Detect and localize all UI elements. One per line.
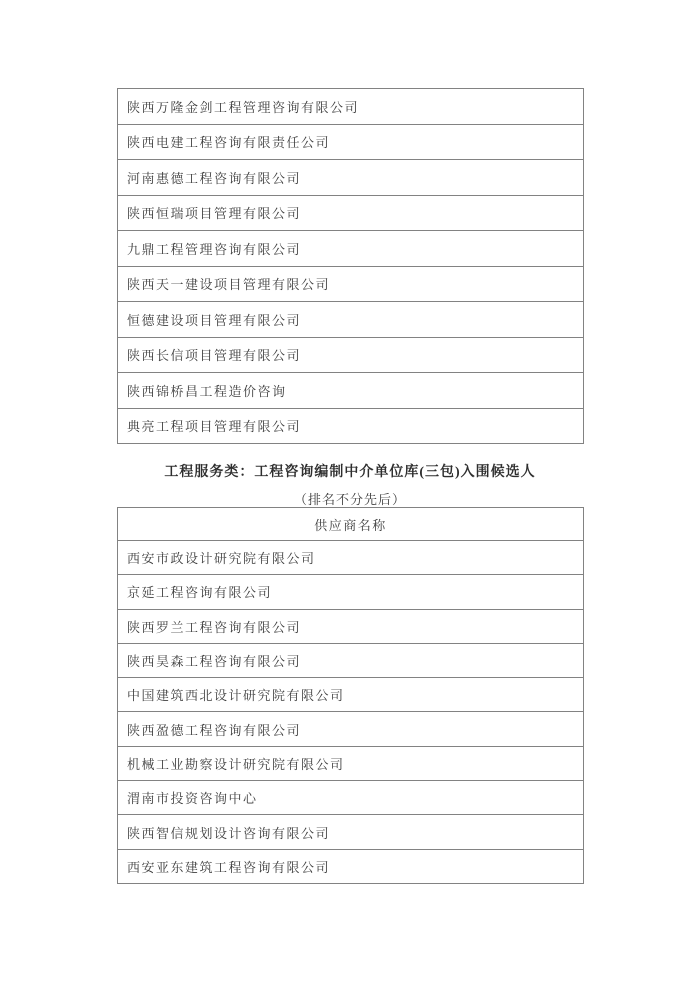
table-row bbox=[118, 302, 584, 338]
candidates-table-bottom bbox=[117, 507, 584, 884]
supplier-name-header: 供应商名称 bbox=[118, 508, 584, 541]
candidates-table-bottom-head bbox=[118, 508, 584, 541]
table-row bbox=[118, 643, 584, 677]
supplier-name-cell: 陕西长信项目管理有限公司 bbox=[118, 337, 584, 373]
supplier-name-cell: 陕西昊森工程咨询有限公司 bbox=[118, 643, 584, 677]
supplier-name-cell: 京延工程咨询有限公司 bbox=[118, 575, 584, 609]
supplier-name-cell: 陕西盈德工程咨询有限公司 bbox=[118, 712, 584, 746]
table-row bbox=[118, 195, 584, 231]
supplier-name-cell: 陕西电建工程咨询有限责任公司 bbox=[118, 124, 584, 160]
table-row bbox=[118, 337, 584, 373]
supplier-name-cell: 西安亚东建筑工程咨询有限公司 bbox=[118, 849, 584, 883]
table-row bbox=[118, 575, 584, 609]
candidates-table-top-body bbox=[118, 89, 584, 444]
table-header-row bbox=[118, 508, 584, 541]
supplier-name-cell: 陕西万隆金剑工程管理咨询有限公司 bbox=[118, 89, 584, 125]
section-title: 工程服务类：工程咨询编制中介单位库(三包)入围候选人 bbox=[164, 465, 536, 480]
table-row bbox=[118, 231, 584, 267]
supplier-name-cell: 陕西恒瑞项目管理有限公司 bbox=[118, 195, 584, 231]
supplier-name-cell: 恒德建设项目管理有限公司 bbox=[118, 302, 584, 338]
supplier-name-cell: 机械工业勘察设计研究院有限公司 bbox=[118, 746, 584, 780]
supplier-name-cell: 陕西锦桥昌工程造价咨询 bbox=[118, 373, 584, 409]
supplier-name-cell: 九鼎工程管理咨询有限公司 bbox=[118, 231, 584, 267]
supplier-name-cell: 典亮工程项目管理有限公司 bbox=[118, 408, 584, 444]
table-row bbox=[118, 746, 584, 780]
table-row bbox=[118, 160, 584, 196]
table-row bbox=[118, 678, 584, 712]
supplier-name-cell: 陕西罗兰工程咨询有限公司 bbox=[118, 609, 584, 643]
table-row bbox=[118, 815, 584, 849]
table-row bbox=[118, 124, 584, 160]
table-row bbox=[118, 781, 584, 815]
section-subtitle: （排名不分先后） bbox=[293, 492, 406, 507]
supplier-name-cell: 中国建筑西北设计研究院有限公司 bbox=[118, 678, 584, 712]
table-row bbox=[118, 541, 584, 575]
table-row bbox=[118, 373, 584, 409]
supplier-name-cell: 河南惠德工程咨询有限公司 bbox=[118, 160, 584, 196]
supplier-name-cell: 陕西天一建设项目管理有限公司 bbox=[118, 266, 584, 302]
candidates-table-top bbox=[117, 88, 584, 444]
table-row bbox=[118, 266, 584, 302]
table-row bbox=[118, 609, 584, 643]
table-row bbox=[118, 849, 584, 883]
supplier-name-cell: 渭南市投资咨询中心 bbox=[118, 781, 584, 815]
supplier-name-cell: 西安市政设计研究院有限公司 bbox=[118, 541, 584, 575]
candidates-table-bottom-body bbox=[118, 541, 584, 884]
table-row bbox=[118, 408, 584, 444]
supplier-name-cell: 陕西智信规划设计咨询有限公司 bbox=[118, 815, 584, 849]
table-row bbox=[118, 89, 584, 125]
table-row bbox=[118, 712, 584, 746]
